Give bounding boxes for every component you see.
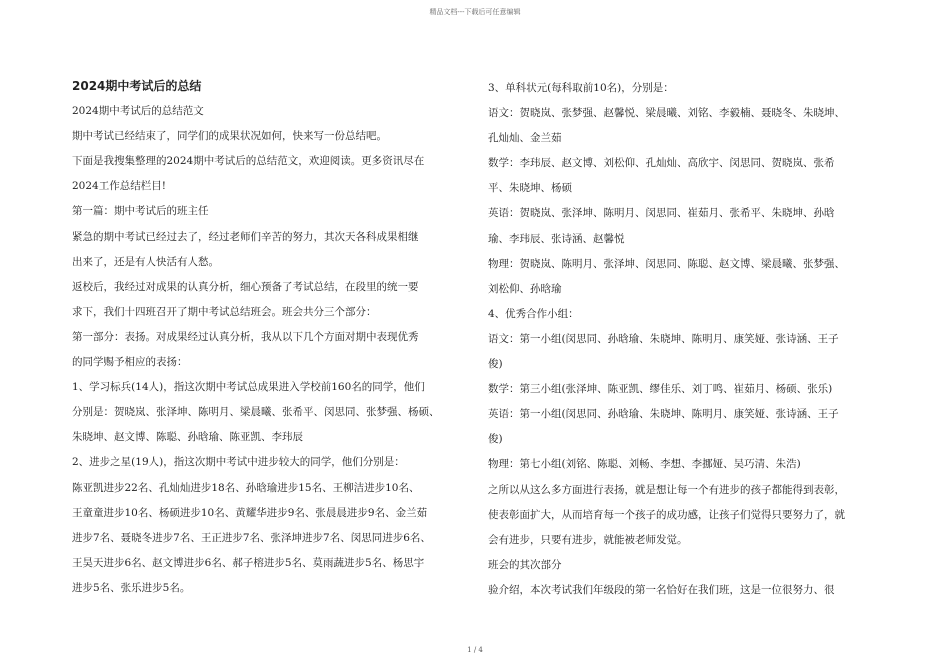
text-line: 数学：李玮辰、赵文博、刘松仰、孔灿灿、高欣宇、闵思同、贺晓岚、张希: [488, 157, 835, 170]
text-line: 王昊天进步6名、赵文博进步6名、郝子榕进步5名、莫雨蔬进步5名、杨思宇: [72, 556, 425, 569]
text-line: 返校后，我经过对成果的认真分析，细心预备了考试总结，在段里的统一要: [72, 280, 419, 293]
text-line: 进步7名、聂晓冬进步7名、王正进步7名、张泽坤进步7名、闵思同进步6名、: [72, 531, 431, 544]
text-line: 进步5名、张乐进步5名。: [72, 581, 191, 594]
text-line: 分别是：贺晓岚、张泽坤、陈明月、梁晨曦、张希平、闵思同、张梦强、杨硕、: [72, 406, 440, 419]
text-line: 4、优秀合作小组：: [488, 307, 579, 320]
right-paragraphs: [488, 76, 880, 603]
text-line: 第一部分：表扬。对成果经过认真分析，我从以下几个方面对期中表现优秀: [72, 330, 419, 343]
text-line: 验介绍，本次考试我们年级段的第一名恰好在我们班，这是一位很努力、很: [488, 583, 835, 596]
page-number: 1 / 4: [467, 646, 483, 654]
text-line: 2、进步之星(19人)，指这次期中考试中进步较大的同学，他们分别是：: [72, 456, 405, 469]
text-line: 孔灿灿、金兰茹: [488, 132, 562, 145]
text-line: 求下，我们十四班召开了期中考试总结班会。班会共分三个部分：: [72, 305, 377, 318]
text-line: 使表彰面扩大，从而培育每一个孩子的成功感，让孩子们觉得只要努力了，就: [488, 508, 845, 521]
text-line: 瑜、李玮辰、张诗涵、赵馨悦: [488, 232, 625, 245]
text-line: 俊): [488, 358, 503, 371]
left-column: [72, 74, 464, 601]
text-line: 期中考试已经结束了，同学们的成果状况如何，快来写一份总结吧。: [72, 130, 387, 143]
text-line: 之所以从这么多方面进行表扬，就是想让每一个有进步的孩子都能得到表彰，: [488, 483, 845, 496]
text-line: 语文：贺晓岚、张梦强、赵馨悦、梁晨曦、刘铭、李毅楠、聂晓冬、朱晓坤、: [488, 107, 845, 120]
text-line: 平、朱晓坤、杨硕: [488, 182, 572, 195]
text-line: 数学：第三小组(张泽坤、陈亚凯、缪佳乐、刘丁鸣、崔茹月、杨硕、张乐): [488, 383, 833, 396]
text-line: 英语：第一小组(闵思同、孙晗瑜、朱晓坤、陈明月、康笑娅、张诗涵、王子: [488, 408, 839, 421]
text-line: 出来了，还是有人快活有人愁。: [72, 255, 219, 268]
text-line: 物理：贺晓岚、陈明月、张泽坤、闵思同、陈聪、赵文博、梁晨曦、张梦强、: [488, 257, 845, 270]
text-line: 会有进步，只要有进步，就能被老师发觉。: [488, 533, 688, 546]
text-line: 紧急的期中考试已经过去了，经过老师们辛苦的努力，其次天各科成果相继: [72, 230, 419, 243]
text-line: 班会的其次部分: [488, 558, 562, 571]
text-line: 俊): [488, 433, 503, 446]
text-line: 物理：第七小组(刘铭、陈聪、刘畅、李想、李挪娅、吴巧清、朱浩): [488, 458, 801, 471]
left-paragraphs: [72, 99, 464, 601]
text-line: 王童童进步10名、杨硕进步10名、黄耀华进步9名、张晨晨进步9名、金兰茹: [72, 506, 428, 519]
text-line: 3、单科状元(每科取前10名)，分别是：: [488, 82, 674, 94]
text-line: 第一篇：期中考试后的班主任: [72, 205, 209, 218]
text-line: 下面是我搜集整理的2024期中考试后的总结范文，欢迎阅读。更多资讯尽在: [72, 155, 425, 168]
page-header: 精品文档---下载后可任意编辑: [429, 8, 521, 16]
text-line: 的同学赐予相应的表扬：: [72, 356, 188, 369]
document-title: 2024期中考试后的总结: [72, 79, 202, 93]
text-line: 2024工作总结栏目!: [72, 180, 166, 193]
text-line: 陈亚凯进步22名、孔灿灿进步18名、孙晗瑜进步15名、王柳洁进步10名、: [72, 481, 420, 494]
text-line: 朱晓坤、赵文博、陈聪、孙晗瑜、陈亚凯、李玮辰: [72, 431, 303, 444]
text-line: 2024期中考试后的总结范文: [72, 105, 204, 118]
right-column: [488, 76, 880, 603]
text-line: 刘松仰、孙晗瑜: [488, 282, 562, 295]
text-line: 1、学习标兵(14人)，指这次期中考试总成果进入学校前160名的同学，他们: [72, 381, 425, 394]
text-line: 英语：贺晓岚、张泽坤、陈明月、闵思同、崔茹月、张希平、朱晓坤、孙晗: [488, 207, 835, 220]
text-line: 语文：第一小组(闵思同、孙晗瑜、朱晓坤、陈明月、康笑娅、张诗涵、王子: [488, 332, 839, 345]
